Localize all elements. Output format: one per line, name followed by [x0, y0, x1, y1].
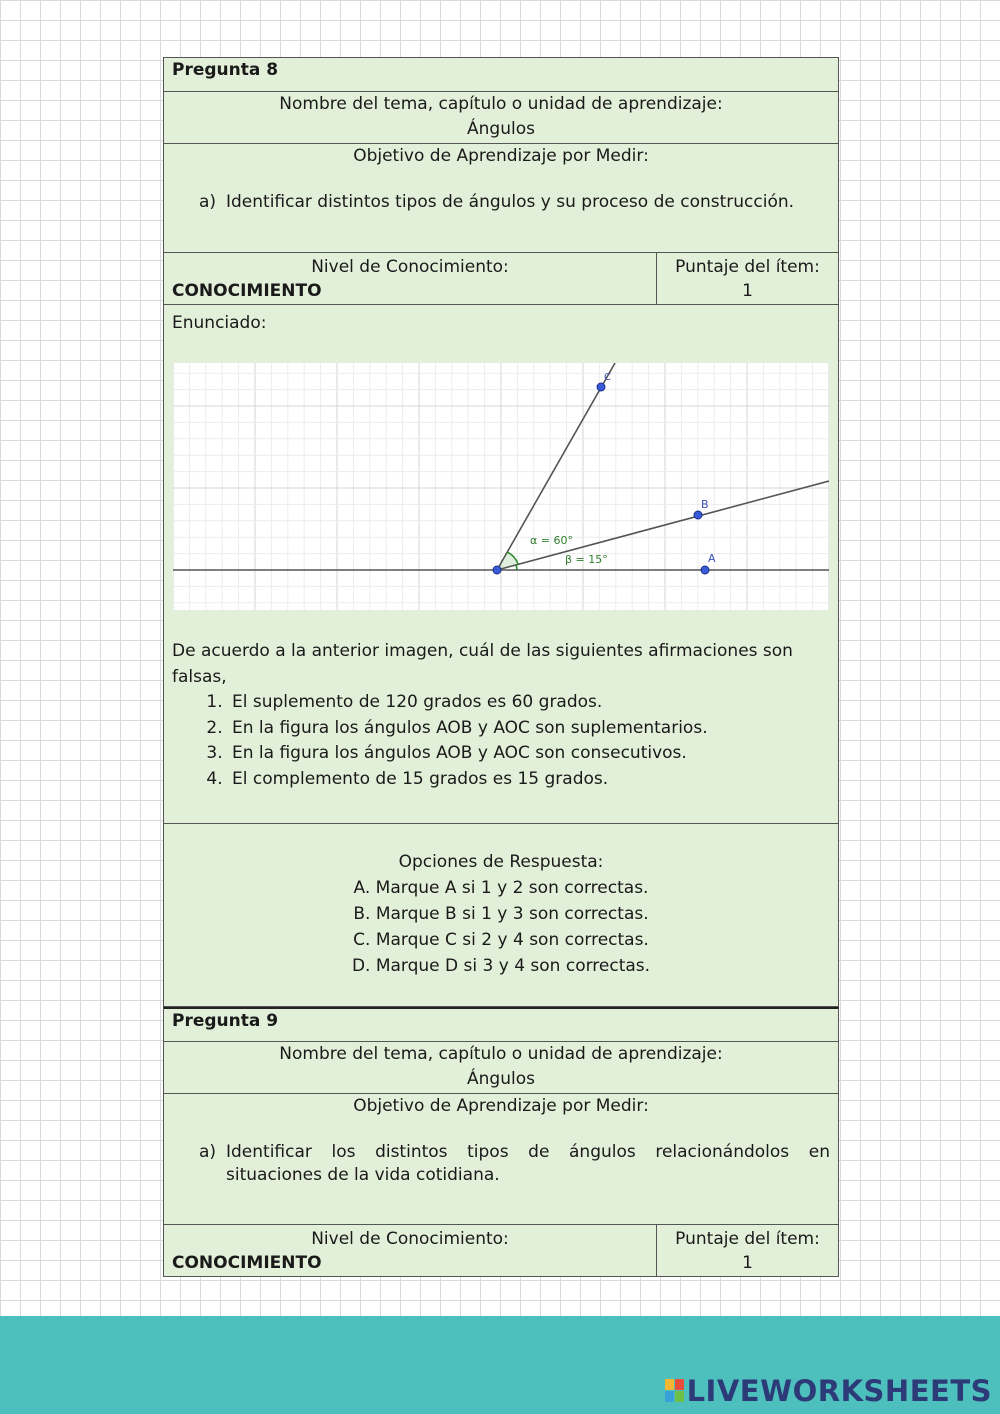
point-a-label: A	[708, 552, 716, 565]
point-b-label: B	[701, 498, 709, 511]
q9-level-cell	[163, 1225, 657, 1277]
point-a	[701, 566, 709, 574]
q8-statement-list	[164, 690, 830, 792]
q8-statement-cell	[163, 305, 839, 824]
q8-objective-cell	[163, 144, 839, 253]
q8-options-label: Opciones de Respuesta:	[398, 852, 604, 872]
point-o	[493, 566, 501, 574]
q9-score-cell	[657, 1225, 839, 1277]
q9-topic-value: Ángulos	[467, 1069, 535, 1089]
q9-topic-label: Nombre del tema, capítulo o unidad de aprendizaje:	[279, 1044, 723, 1064]
q8-question: De acuerdo a la anterior imagen, cuál de las siguientes afirmaciones son falsas,	[172, 641, 793, 687]
q8-statement-item: 1. El suplemento de 120 grados es 60 grados.	[228, 690, 830, 716]
angle-figure	[173, 363, 829, 610]
q8-objective-item	[199, 191, 830, 214]
q8-title-row	[163, 57, 839, 92]
point-c-label: C	[604, 372, 611, 383]
q8-level-label: Nivel de Conocimiento:	[311, 257, 509, 277]
q9-title-row	[163, 1007, 839, 1042]
q8-objective-text: Identificar distintos tipos de ángulos y su proceso de construcción.	[226, 192, 795, 212]
brand-logo[interactable]	[665, 1374, 992, 1408]
q9-objective-letter: a)	[199, 1142, 217, 1162]
q8-score-cell	[657, 253, 839, 305]
q8-option-a: A. Marque A si 1 y 2 son correctas.	[353, 878, 649, 898]
beta-arc	[516, 565, 517, 570]
q9-title: Pregunta 9	[172, 1011, 279, 1031]
q9-score-value: 1	[742, 1253, 753, 1273]
footer-bar	[0, 1316, 1000, 1414]
brand-name: LIVEWORKSHEETS	[686, 1374, 992, 1408]
q9-level-label: Nivel de Conocimiento:	[311, 1229, 509, 1249]
q8-option-c: C. Marque C si 2 y 4 son correctas.	[353, 930, 649, 950]
q8-option-b: B. Marque B si 1 y 3 son correctas.	[353, 904, 649, 924]
q8-level-value: CONOCIMIENTO	[172, 281, 322, 301]
q8-level-cell	[163, 253, 657, 305]
point-b	[694, 511, 702, 519]
q8-options-cell	[163, 824, 839, 1007]
worksheet	[163, 57, 839, 1277]
point-c	[597, 383, 605, 391]
q8-objective-letter: a)	[199, 192, 217, 212]
q9-objective-label: Objetivo de Aprendizaje por Medir:	[353, 1096, 649, 1116]
beta-label: β = 15°	[565, 553, 608, 566]
q9-objective-cell	[163, 1094, 839, 1225]
figure-grid	[173, 363, 829, 610]
q8-level-row	[163, 253, 839, 305]
q8-title: Pregunta 8	[172, 60, 279, 80]
q8-option-d: D. Marque D si 3 y 4 son correctas.	[351, 956, 651, 976]
q8-objective-label: Objetivo de Aprendizaje por Medir:	[353, 146, 649, 166]
q9-level-row	[163, 1225, 839, 1277]
q9-level-value: CONOCIMIENTO	[172, 1253, 322, 1273]
q8-topic-label: Nombre del tema, capítulo o unidad de aprendizaje:	[279, 94, 723, 114]
q9-objective-text: Identificar los distintos tipos de ángulos relacionándolos en situaciones de la vida cotidiana.	[226, 1142, 830, 1185]
q8-score-label: Puntaje del ítem:	[675, 257, 820, 277]
q8-score-value: 1	[742, 281, 753, 301]
q8-statement-item: 3. En la figura los ángulos AOB y AOC son consecutivos.	[228, 741, 830, 767]
q8-statement-label: Enunciado:	[172, 313, 267, 333]
q9-topic-cell	[163, 1042, 839, 1094]
q8-topic-value: Ángulos	[467, 119, 535, 139]
q9-objective-item	[199, 1141, 830, 1187]
q8-statement-item: 2. En la figura los ángulos AOB y AOC son suplementarios.	[228, 716, 830, 742]
q8-topic-cell	[163, 92, 839, 144]
alpha-label: α = 60°	[530, 534, 573, 547]
q9-score-label: Puntaje del ítem:	[675, 1229, 820, 1249]
liveworksheets-logo-icon	[665, 1379, 685, 1403]
q8-statement-item: 4. El complemento de 15 grados es 15 grados.	[228, 767, 830, 793]
